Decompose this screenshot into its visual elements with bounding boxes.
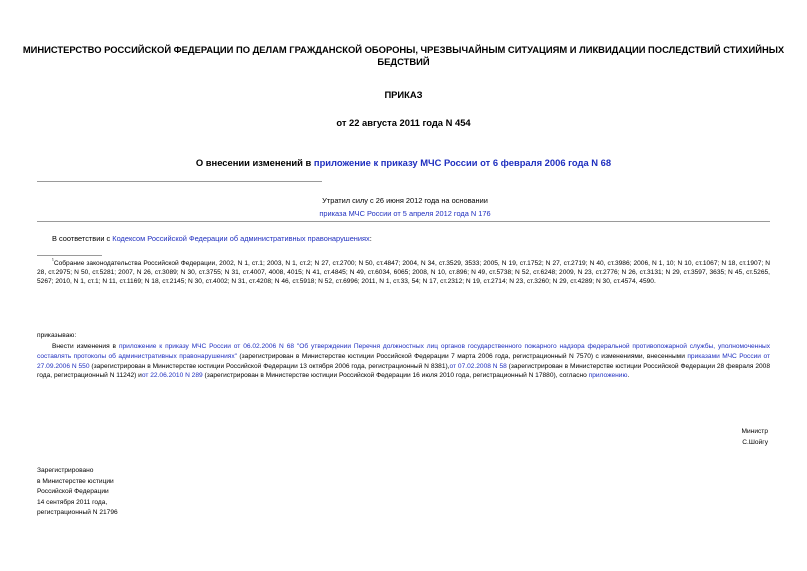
ministry-title: МИНИСТЕРСТВО РОССИЙСКОЙ ФЕДЕРАЦИИ ПО ДЕЛАМ ГРАЖДАНСКОЙ ОБОРОНЫ, ЧРЕЗВЫЧАЙНЫМ СИТУАЦИЯМ И ЛИКВИДАЦИИ ПОСЛЕДСТВИЙ СТИХИЙНЫХ БЕДСТВИЙ (22, 44, 785, 67)
signature-position: Министр (741, 428, 768, 435)
rule-middle (37, 221, 770, 222)
basis-suffix: : (369, 234, 372, 243)
basis-link[interactable]: Кодексом Российской Федерации об административных правонарушениях (112, 234, 370, 243)
order-text-6: . (627, 372, 630, 380)
registration-block (37, 466, 118, 519)
order-lead: приказываю: (37, 332, 77, 339)
registration-line: Зарегистрировано (37, 467, 94, 474)
document-date-number: от 22 августа 2011 года N 454 (336, 117, 471, 128)
order-text-1: Внести изменения в (52, 343, 119, 350)
order-link-appendix[interactable]: приложению (588, 372, 628, 380)
order-text-4: (зарегистрирован в Министерстве юстиции Российской Федерации 28 февраля 2008 года, регистрационный N 11242) и (37, 362, 770, 380)
registration-line: в Министерстве юстиции (37, 477, 114, 485)
footnote-text: Собрание законодательства Российской Федерации, 2002, N 1, ст.1; 2003, N 1, ст.2; N 27, ст.2700; N 50, ст.4847; 2004, N 34, ст.3529, 3533; 2005, N 19, ст.1752; N 27, ст.2719; N 40, ст.3986; 2006, N 1, 10; N 10, ст.1067; N 18, ст.1907; N 28, ст.2975; N 50, ст.5281; 2007, N 26, ст.3089; N 30, ст.3755; N 31, ст.4007, 4008, 4015; N 41, ст.4845; N 49, ст.6034, 6065; 2008, N 10, ст.896; N 49, ст.5738; N 52, ст.6248; 2009, N 23, ст.2776; N 26, ст.3131; N 29, ст.3597, 3635; N 45, ст.5265, 5267; 2010, N 1, ст.1; N 11, ст.1169; N 18, ст.2145; N 30, ст.4002; N 31, ст.4208; N 46, ст.5918; N 52, ст.6996; 2011, N 1, ст.33, 54; N 17, ст.2312; N 19, ст.2714; N 23, ст.3260; N 29, ст.4289; N 30, ст.4574, 4590. (37, 260, 770, 286)
title-prefix: О внесении изменений в (195, 157, 314, 168)
order-link-order-289[interactable]: от 22.06.2010 N 289 (141, 372, 203, 380)
order-text-5: (зарегистрирован в Министерстве юстиции Российской Федерации 16 июля 2010 года, регистрационный N 17880), согласно (202, 372, 589, 380)
expiry-note (240, 196, 570, 218)
expiry-link[interactable]: приказа МЧС России от 5 апреля 2012 года N 176 (319, 208, 491, 218)
footnote-marker: ¹ (52, 258, 54, 264)
title-link[interactable]: приложение к приказу МЧС России от 6 февраля 2006 года N 68 (313, 157, 612, 168)
document-type: ПРИКАЗ (384, 89, 423, 100)
registration-line: 14 сентября 2011 года, (37, 498, 108, 506)
registration-line: Российской Федерации (37, 488, 109, 496)
signature-name: С.Шойгу (742, 439, 768, 446)
rule-top (37, 181, 322, 182)
order-link-order-68[interactable]: приложение к приказу МЧС России от 06.02.2006 N 68 "Об утверждении Перечня должностных лиц органов государственного пожарного надзора федеральной противопожарной службы, уполномоченных составлять протоколы об административных правонарушениях" (37, 343, 770, 360)
expiry-text: Утратил силу с 26 июня 2012 года на основании (322, 196, 488, 205)
document-title (20, 157, 787, 169)
basis-paragraph (52, 234, 772, 244)
order-text-2: (зарегистрирован в Министерстве юстиции Российской Федерации 7 марта 2006 года, регистрационный N 7570) с изменениями, внесенными (236, 352, 688, 360)
footnote (37, 257, 770, 286)
basis-prefix: В соответствии с (52, 234, 113, 243)
order-link-order-58[interactable]: от 07.02.2008 N 58 (449, 362, 507, 370)
signature-block (742, 427, 769, 447)
registration-line: регистрационный N 21796 (37, 509, 118, 517)
order-text-3: (зарегистрирован в Министерстве юстиции Российской Федерации 13 октября 2006 года, регистрационный N 8381), (89, 362, 450, 370)
footnote-separator (37, 255, 102, 256)
order-link-order-550[interactable]: приказами МЧС России от 27.09.2006 N 550 (37, 352, 770, 370)
order-paragraph (37, 342, 770, 381)
